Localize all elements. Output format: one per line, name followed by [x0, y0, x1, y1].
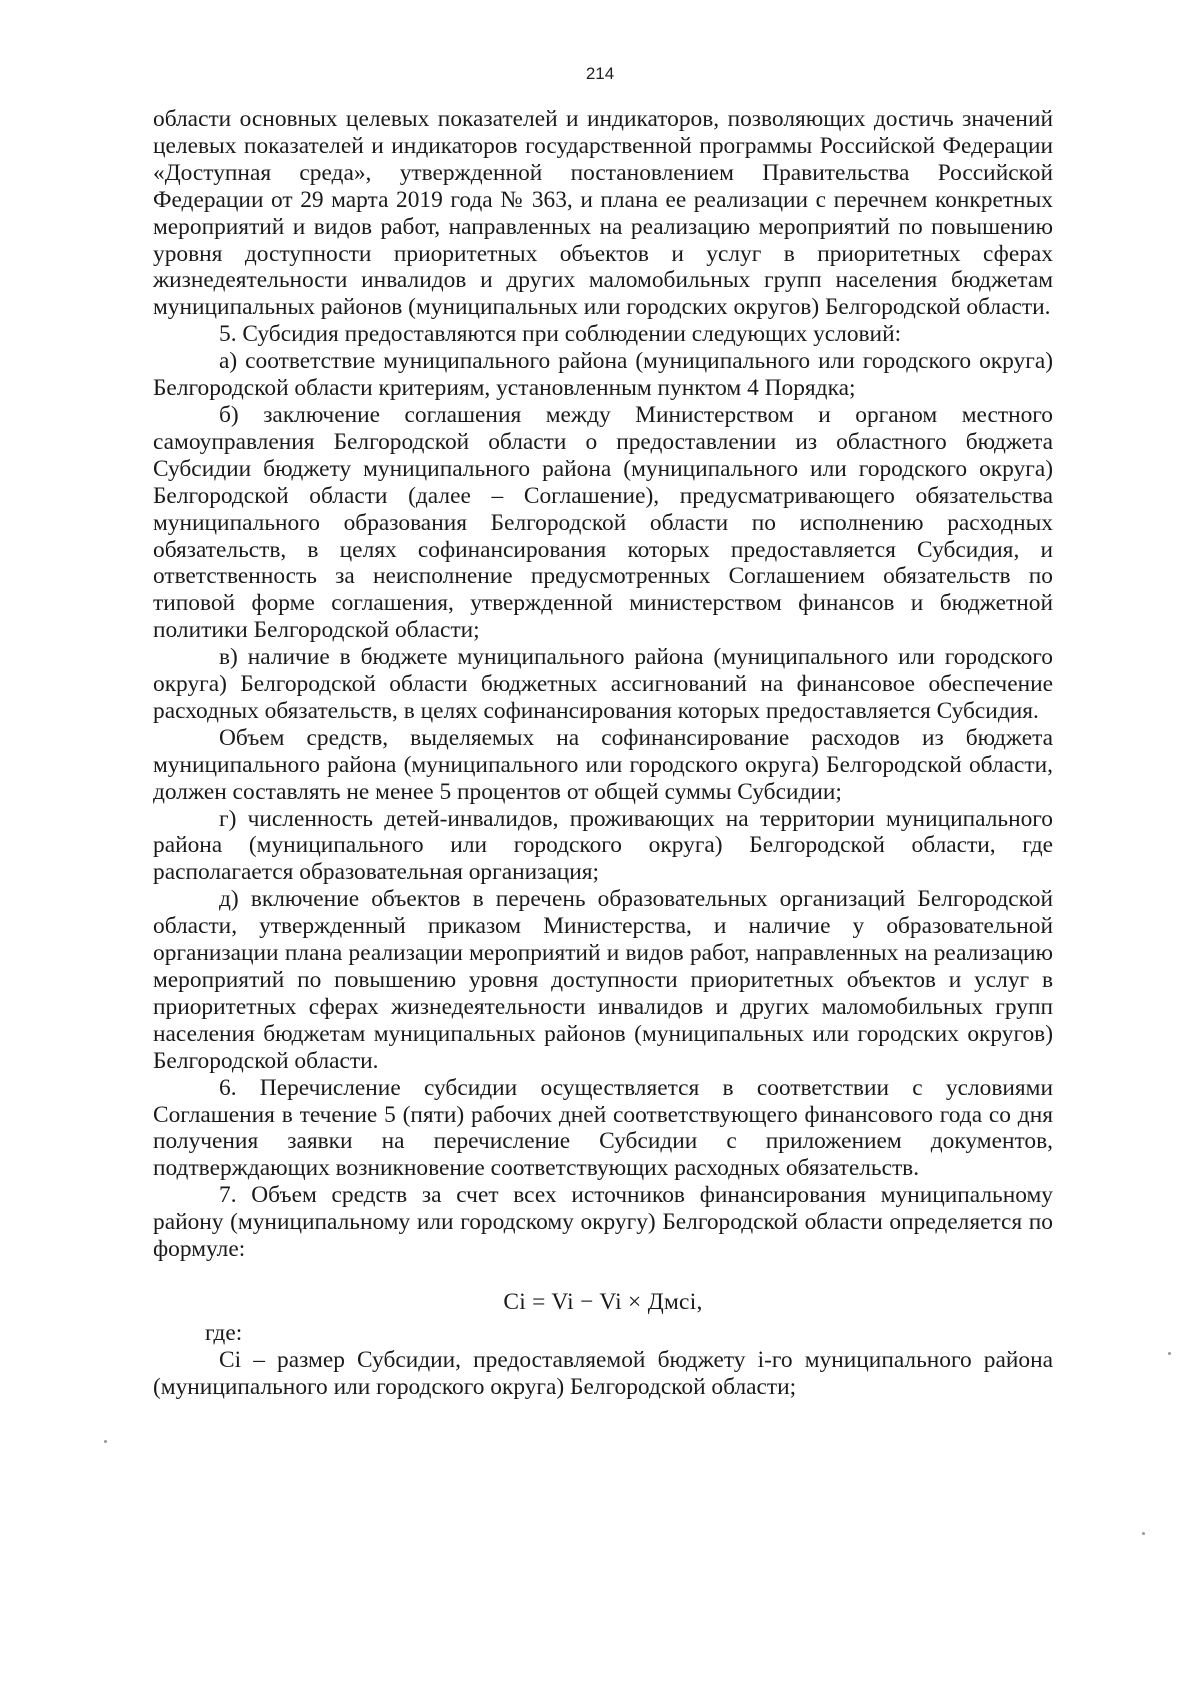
paragraph-clause-6: 6. Перечисление субсидии осуществляется в соответствии с условиями Соглашения в течение 5 (пяти) рабочих дней соответствующего финансового года со дня получения заявки на перечисление Субсидии с приложением документов, подтверждающих возникновение соответствующих расходных обязательств.: [153, 1074, 1053, 1182]
paragraph-definition-ci: Ci – размер Субсидии, предоставляемой бюджету i-го муниципального района (муниципального или городского округа) Белгородской области;: [153, 1346, 1053, 1400]
paragraph-clause-7: 7. Объем средств за счет всех источников финансирования муниципальному району (муниципальному или городскому округу) Белгородской области определяется по формуле:: [153, 1182, 1053, 1263]
paragraph-intro-continuation: области основных целевых показателей и индикаторов, позволяющих достичь значений целевых показателей и индикаторов государственной программы Российской Федерации «Доступная среда», утвержденной постановлением Правительства Российской Федерации от 29 марта 2019 года № 363, и плана ее реализации с перечнем конкретных мероприятий и видов работ, направленных на реализацию мероприятий по повышению уровня доступности приоритетных объектов и услуг в приоритетных сферах жизнедеятельности инвалидов и других маломобильных групп населения бюджетам муниципальных районов (муниципальных или городских округов) Белгородской области.: [153, 106, 1053, 321]
paragraph-condition-b: б) заключение соглашения между Министерством и органом местного самоуправления Белгородской области о предоставлении из областного бюджета Субсидии бюджету муниципального района (муниципального или городского округа) Белгородской области (далее – Соглашение), предусматривающего обязательства муниципального образования Белгородской области по исполнению расходных обязательств, в целях софинансирования которых предоставляется Субсидия, и ответственность за неисполнение предусмотренных Соглашением обязательств по типовой форме соглашения, утвержденной министерством финансов и бюджетной политики Белгородской области;: [153, 401, 1053, 644]
where-label: где:: [205, 1319, 243, 1346]
subsidy-formula: Ci = Vi − Vi × Дмсi,: [503, 1288, 703, 1315]
paragraph-clause-5: 5. Субсидия предоставляются при соблюдении следующих условий:: [219, 321, 902, 348]
page-number: 214: [585, 64, 615, 83]
scan-speck: [1168, 1352, 1171, 1355]
paragraph-cofinancing-volume: Объем средств, выделяемых на софинансирование расходов из бюджета муниципального района (муниципального или городского округа) Белгородской области, должен составлять не менее 5 процентов от общей суммы Субсидии;: [153, 724, 1053, 805]
paragraph-condition-a: а) соответствие муниципального района (муниципального или городского округа) Белгородской области критериям, установленным пунктом 4 Порядка;: [153, 348, 1053, 402]
paragraph-condition-g: г) численность детей-инвалидов, проживающих на территории муниципального района (муниципального или городского округа) Белгородской области, где располагается образовательная организация;: [153, 805, 1053, 886]
scan-speck: [104, 1440, 107, 1443]
scan-speck: [1142, 1532, 1145, 1535]
document-body: [153, 106, 1053, 1401]
paragraph-condition-d: д) включение объектов в перечень образовательных организаций Белгородской области, утвержденный приказом Министерства, и наличие у образовательной организации плана реализации мероприятий и видов работ, направленных на реализацию мероприятий по повышению уровня доступности приоритетных объектов и услуг в приоритетных сферах жизнедеятельности инвалидов и других маломобильных групп населения бюджетам муниципальных районов (муниципальных или городских округов) Белгородской области.: [153, 886, 1053, 1074]
paragraph-condition-v: в) наличие в бюджете муниципального района (муниципального или городского округа) Белгородской области бюджетных ассигнований на финансовое обеспечение расходных обязательств, в целях софинансирования которых предоставляется Субсидия.: [153, 644, 1053, 724]
